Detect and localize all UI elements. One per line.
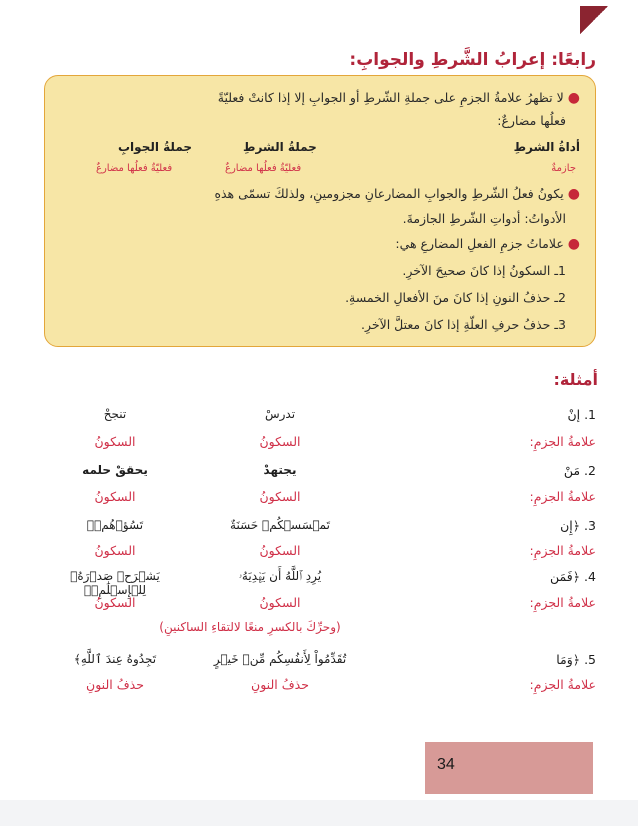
example-2-mark-2: السكونُ	[94, 489, 136, 504]
rule-2-line-1	[214, 186, 580, 202]
example-2-condition: يجتهدْ	[263, 463, 297, 477]
rule-2-text: يكونُ فعلُ الشّرطِ والجوابِ المضارعانِ مجزومينِ، ولذلكَ تسمّى هذهِ	[214, 186, 564, 201]
bullet-icon: ●	[567, 186, 580, 202]
table-header-tool: أداةُ الشرطِ	[513, 140, 580, 154]
example-1-mark-2: السكونُ	[94, 434, 136, 449]
table-sub-condition: فعليّةٌ فعلُها مضارعٌ	[225, 163, 302, 174]
mark-item-2: 2ـ حذفُ النونِ إذا كانَ منَ الأفعالِ الخمسةِ.	[345, 290, 566, 305]
bottom-strip	[0, 800, 638, 826]
example-4-mark-2: السكونُ	[94, 595, 136, 610]
example-4-condition: يُرِدِ ٱللَّهُ أَن يَهۡدِيَهُۥ	[238, 569, 322, 583]
example-4-note: (وحرِّكَ بالكسرِ منعًا لالتقاءِ الساكنينِ)	[159, 620, 341, 634]
example-5-answer: تَجِدُوهُ عِندَ ٱللَّهِ﴾	[73, 652, 157, 666]
mark-item-3: 3ـ حذفُ حرفِ العلّةِ إذا كانَ معتلَّ الآخرِ.	[360, 317, 566, 332]
example-5-number: 5. ﴿وَمَا	[556, 652, 596, 667]
example-4-mark-1: السكونُ	[259, 595, 301, 610]
bullet-icon: ●	[567, 236, 580, 252]
example-3-number: 3. ﴿إِن	[560, 518, 596, 533]
table-header-answer: جملةُ الجوابِ	[118, 140, 193, 154]
example-5-mark-1: حذفُ النونِ	[251, 677, 309, 692]
page-number-tab	[425, 742, 593, 794]
bullet-icon: ●	[567, 90, 580, 106]
example-2-mark-label: علامةُ الجزمِ:	[529, 489, 596, 504]
rule-1-line-2: فعلُها مضارعٌ:	[497, 113, 566, 128]
table-header-condition: جملةُ الشرطِ	[243, 140, 317, 154]
table-sub-tool: جازمةٌ	[551, 163, 576, 174]
example-4-mark-label: علامةُ الجزمِ:	[529, 595, 596, 610]
example-3-mark-2: السكونُ	[94, 543, 136, 558]
corner-tab-decoration	[580, 6, 608, 34]
example-3-mark-1: السكونُ	[259, 543, 301, 558]
rule-2-line-2: الأدواتُ: أدواتِ الشّرطِ الجازمةَ.	[402, 211, 566, 226]
example-3-condition: تَمۡسَسۡكُمۡ حَسَنَةٌ	[230, 518, 330, 532]
example-1-answer: تنجحْ	[103, 407, 127, 421]
mark-item-1: 1ـ السكونُ إذا كانَ صحيحَ الآخرِ.	[402, 263, 566, 278]
examples-title: أمثلة:	[553, 370, 598, 389]
page-number: 34	[437, 756, 455, 773]
example-1-number: 1. إنْ	[567, 407, 596, 422]
rule-1-line-1	[218, 90, 580, 106]
example-3-mark-label: علامةُ الجزمِ:	[529, 543, 596, 558]
example-2-answer: يحققْ حلمه	[82, 463, 148, 477]
example-5-mark-label: علامةُ الجزمِ:	[529, 677, 596, 692]
example-2-number: 2. مَنْ	[563, 463, 596, 478]
rule-3-title	[395, 236, 580, 252]
example-4-answer: يَشۡرَحۡ صَدۡرَهُۥ لِلۡإِسۡلَٰمِۖ﴾	[70, 569, 160, 597]
example-1-condition: تدرسْ	[264, 407, 296, 421]
example-4-number: 4. ﴿فَمَن	[550, 569, 596, 584]
example-3-answer: تَسُؤۡهُمۡ﴾	[86, 518, 144, 532]
example-5-condition: تُقَدِّمُواْ لِأَنفُسِكُم مِّنۡ خَيۡرٍ	[213, 652, 347, 666]
rule-3-text: علاماتُ جزمِ الفعلِ المضارعِ هي:	[395, 236, 564, 251]
example-5-mark-2: حذفُ النونِ	[86, 677, 144, 692]
rule-1-text: لا تظهرُ علامةُ الجزمِ على جملةِ الشّرطِ أو الجوابِ إلا إذا كانتْ فعليّةً	[217, 90, 564, 105]
section-title: رابعًا: إعرابُ الشَّرطِ والجوابِ:	[349, 50, 596, 70]
example-1-mark-label: علامةُ الجزمِ:	[529, 434, 596, 449]
table-sub-answer: فعليّةٌ فعلُها مضارعٌ	[96, 163, 173, 174]
example-2-mark-1: السكونُ	[259, 489, 301, 504]
example-1-mark-1: السكونُ	[259, 434, 301, 449]
